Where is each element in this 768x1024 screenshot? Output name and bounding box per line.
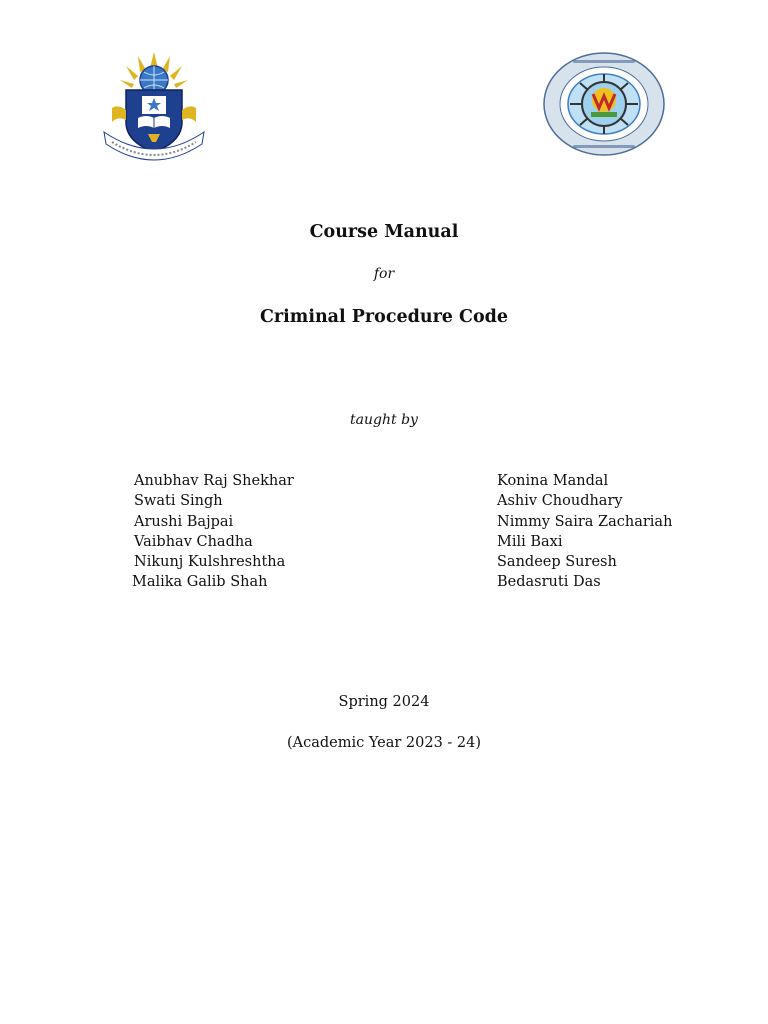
instructors-right-column (497, 471, 672, 593)
academic-year-label: (Academic Year 2023 - 24) (286, 735, 482, 751)
instructor-name: Ashiv Choudhary (497, 493, 623, 510)
instructor-name: Nimmy Saira Zachariah (497, 513, 673, 530)
law-school-seal-icon (543, 52, 665, 156)
instructor-name: Mili Baxi (497, 533, 563, 550)
instructor-name: Anubhav Raj Shekhar (134, 473, 294, 489)
instructor-name: Malika Galib Shah (132, 574, 268, 591)
instructor-name: Vaibhav Chadha (134, 533, 253, 550)
for-label: for (373, 266, 395, 282)
instructor-name: Sandeep Suresh (497, 554, 617, 571)
instructors-left-column (134, 471, 294, 593)
instructor-name: Nikunj Kulshreshtha (134, 554, 286, 571)
term-label: Spring 2024 (338, 694, 430, 710)
university-crest-icon (98, 50, 210, 162)
instructor-name: Arushi Bajpai (134, 513, 234, 530)
taught-by-label: taught by (350, 412, 418, 428)
course-name: Criminal Procedure Code (260, 307, 508, 327)
instructor-name: Swati Singh (134, 493, 223, 510)
instructor-name: Konina Mandal (497, 473, 609, 489)
instructor-name: Bedasruti Das (497, 574, 601, 591)
document-title: Course Manual (309, 222, 459, 242)
